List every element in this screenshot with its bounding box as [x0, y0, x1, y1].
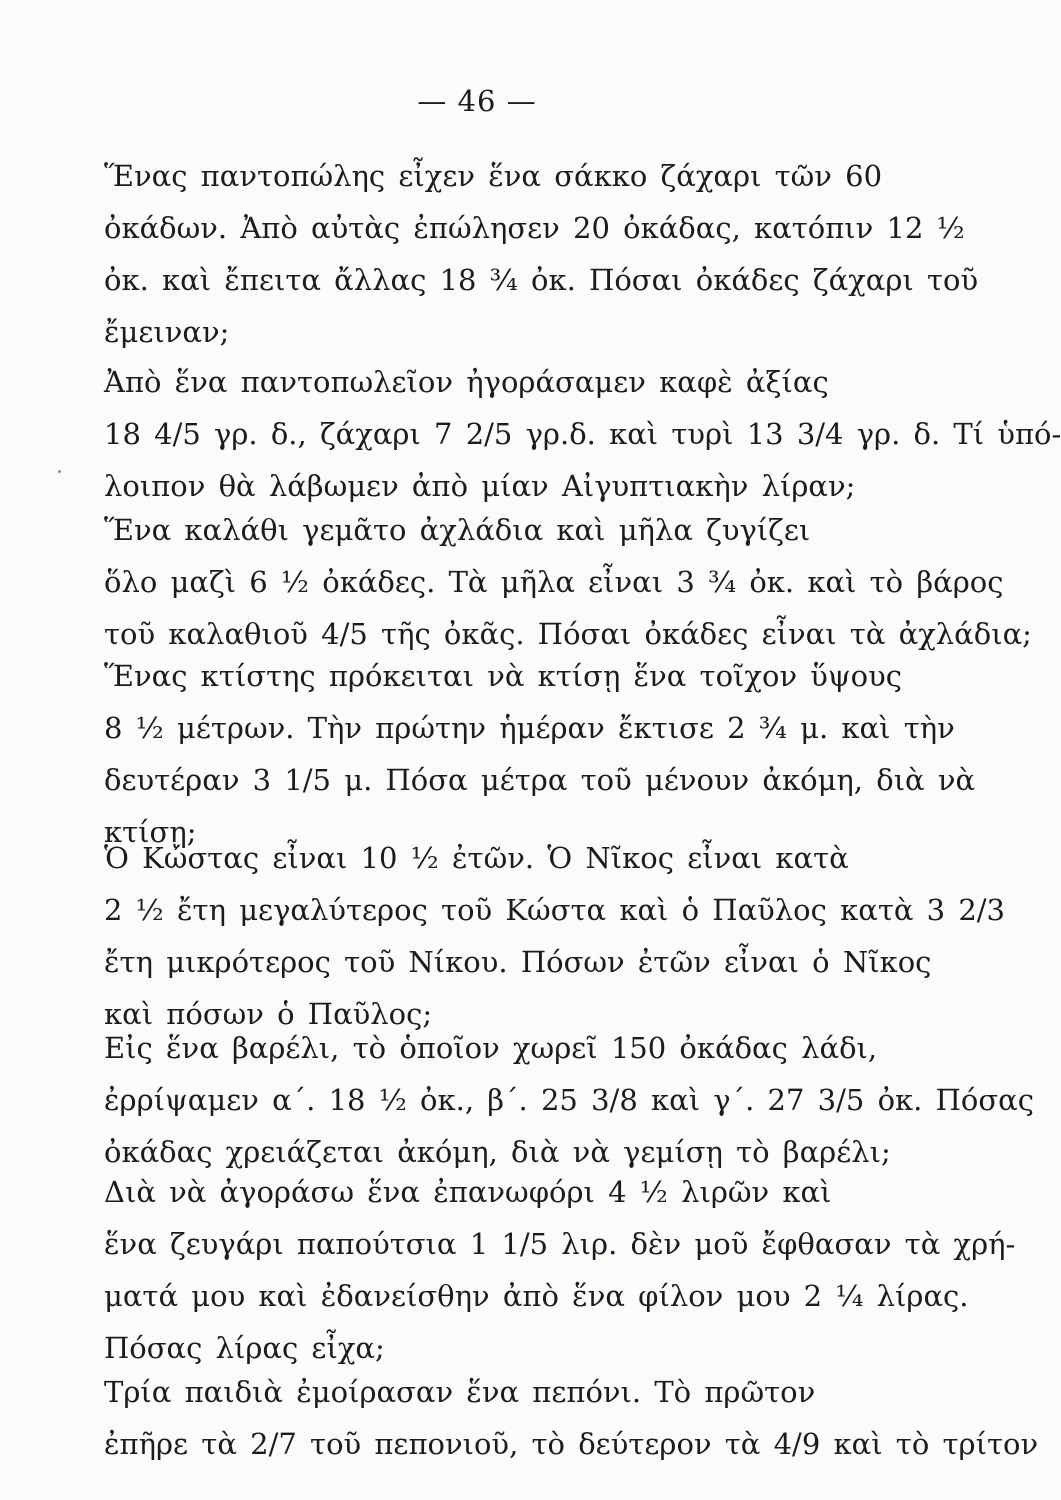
- problem-215: [104, 650, 976, 858]
- problem-line: 8 ½ μέτρων. Τὴν πρώτην ἡμέραν ἔκτισε 2 ¾ μ. καὶ τὴν: [104, 711, 955, 745]
- problem-line: τοῦ καλαθιοῦ 4/5 τῆς ὀκᾶς. Πόσαι ὀκάδες εἶναι τὰ ἀχλάδια;: [104, 617, 1032, 651]
- problem-217: [104, 1022, 1034, 1178]
- problem-line: ἔτη μικρότερος τοῦ Νίκου. Πόσων ἐτῶν εἶναι ὁ Νῖκος: [104, 945, 932, 979]
- problem-line: ματά μου καὶ ἐδανείσθην ἀπὸ ἕνα φίλον μου 2 ¼ λίρας.: [104, 1279, 969, 1313]
- problem-line: Ὁ Κώστας εἶναι 10 ½ ἐτῶν. Ὁ Νῖκος εἶναι κατὰ: [104, 841, 849, 875]
- problem-line: λοιπον θὰ λάβωμεν ἀπὸ μίαν Αἰγυπτιακὴν λίραν;: [104, 469, 856, 503]
- problem-line: κτίσῃ;: [104, 815, 197, 849]
- problem-212: [104, 150, 979, 358]
- problem-line: Τρία παιδιὰ ἐμοίρασαν ἕνα πεπόνι. Τὸ πρῶτον: [104, 1375, 816, 1409]
- problem-214: [104, 504, 1032, 660]
- problem-line: Ἕνα καλάθι γεμᾶτο ἀχλάδια καὶ μῆλα ζυγίζει: [104, 513, 811, 547]
- problem-line: ὀκ. καὶ ἔπειτα ἄλλας 18 ¾ ὀκ. Πόσαι ὀκάδες ζάχαρι τοῦ: [104, 263, 979, 297]
- problem-line: ἐρρίψαμεν α΄. 18 ½ ὀκ., β΄. 25 3/8 καὶ γ΄. 27 3/5 ὀκ. Πόσας: [104, 1083, 1034, 1117]
- problem-line: ὀκάδας χρειάζεται ἀκόμη, διὰ νὰ γεμίσῃ τὸ βαρέλι;: [104, 1135, 891, 1169]
- problem-line: 18 4/5 γρ. δ., ζάχαρι 7 2/5 γρ.δ. καὶ τυρὶ 13 3/4 γρ. δ. Τί ὑπό-: [104, 417, 1061, 451]
- problem-line: ἐπῆρε τὰ 2/7 τοῦ πεπονιοῦ, τὸ δεύτερον τὰ 4/9 καὶ τὸ τρίτον: [104, 1427, 1039, 1461]
- problem-218: [104, 1166, 1016, 1374]
- problem-219: [104, 1366, 1039, 1470]
- problem-216: [104, 832, 1006, 1040]
- problem-line: Εἰς ἕνα βαρέλι, τὸ ὁποῖον χωρεῖ 150 ὀκάδας λάδι,: [104, 1031, 878, 1065]
- page-number: — 46 —: [417, 84, 537, 118]
- problem-line: 2 ½ ἔτη μεγαλύτερος τοῦ Κώστα καὶ ὁ Παῦλος κατὰ 3 2/3: [104, 893, 1006, 927]
- problem-line: ἔμειναν;: [104, 315, 230, 349]
- problem-line: καὶ πόσων ὁ Παῦλος;: [104, 997, 433, 1031]
- problem-line: Πόσας λίρας εἶχα;: [104, 1331, 385, 1365]
- problem-line: Διὰ νὰ ἀγοράσω ἕνα ἐπανωφόρι 4 ½ λιρῶν καὶ: [104, 1175, 832, 1209]
- problem-line: ὀκάδων. Ἀπὸ αὐτὰς ἐπώλησεν 20 ὀκάδας, κατόπιν 12 ½: [104, 211, 965, 245]
- problem-line: Ἕνας κτίστης πρόκειται νὰ κτίσῃ ἕνα τοῖχον ὕψους: [104, 659, 903, 693]
- problem-line: Ἀπὸ ἕνα παντοπωλεῖον ἠγοράσαμεν καφὲ ἀξίας: [104, 365, 829, 399]
- problem-line: Ἕνας παντοπώλης εἶχεν ἕνα σάκκο ζάχαρι τῶν 60: [104, 159, 883, 193]
- problem-line: ὅλο μαζὶ 6 ½ ὀκάδες. Τὰ μῆλα εἶναι 3 ¾ ὀκ. καὶ τὸ βάρος: [104, 565, 1004, 599]
- paper-speck: [58, 470, 61, 473]
- problem-line: δευτέραν 3 1/5 μ. Πόσα μέτρα τοῦ μένουν ἀκόμη, διὰ νὰ: [104, 763, 976, 797]
- problem-213: [104, 356, 1061, 512]
- problem-line: ἕνα ζευγάρι παπούτσια 1 1/5 λιρ. δὲν μοῦ ἔφθασαν τὰ χρή-: [104, 1227, 1016, 1261]
